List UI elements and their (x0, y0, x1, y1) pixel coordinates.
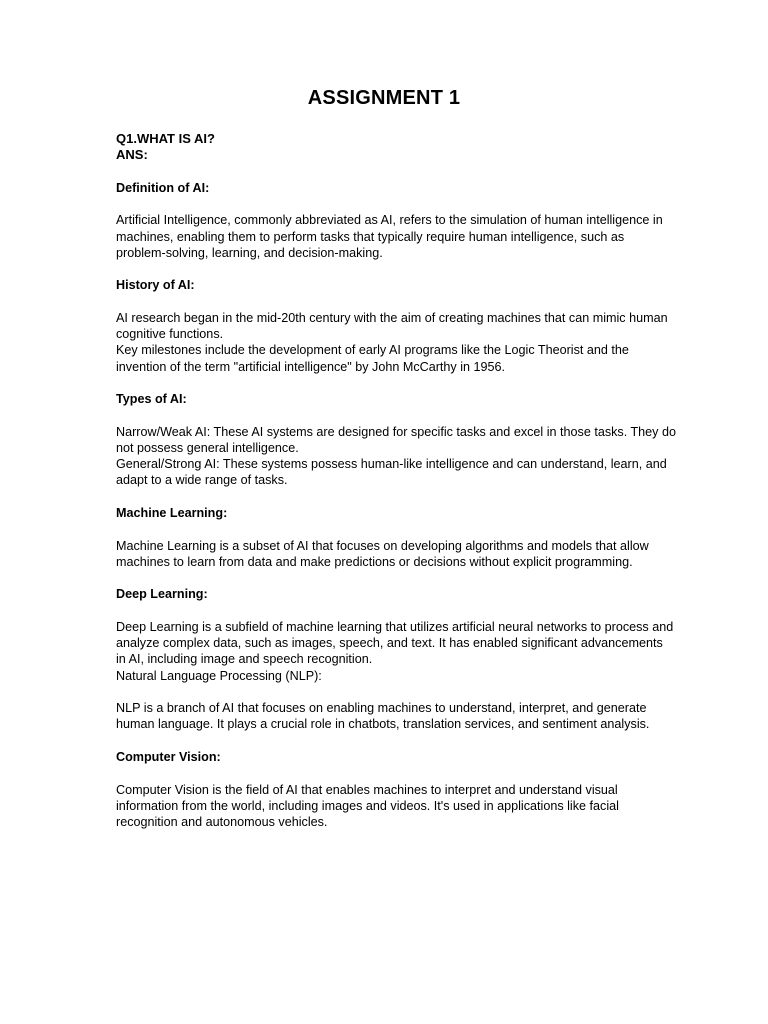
types-heading: Types of AI: (116, 392, 187, 407)
computer-vision-paragraph: Computer Vision is the field of AI that enables machines to interpret and understand visual information from the world, including images and videos. It's used in applications like facial recognition and autonomous vehicles. (116, 782, 619, 829)
nlp-paragraph: NLP is a branch of AI that focuses on enabling machines to understand, interpret, and generate human language. It plays a crucial role in chatbots, translation services, and sentiment analysis. (116, 701, 650, 732)
machine-learning-heading: Machine Learning: (116, 505, 228, 520)
machine-learning-paragraph: Machine Learning is a subset of AI that focuses on developing algorithms and models that allow machines to learn from data and make predictions or decisions without explicit programming. (116, 538, 649, 569)
nlp-heading: Natural Language Processing (NLP): (116, 668, 322, 683)
deep-learning-paragraph: Deep Learning is a subfield of machine learning that utilizes artificial neural networks to process and analyze complex data, such as images, speech, and text. It has enabled significant advancements in AI, including image and speech recognition. (116, 619, 674, 667)
history-paragraph-1: AI research began in the mid-20th century with the aim of creating machines that can mimic human cognitive functions. (116, 310, 668, 342)
types-paragraph-narrow: Narrow/Weak AI: These AI systems are designed for specific tasks and excel in those tasks. They do not possess general intelligence. (116, 424, 676, 455)
document-title: ASSIGNMENT 1 (307, 87, 461, 109)
document-body (116, 131, 676, 830)
types-paragraph-general: General/Strong AI: These systems possess human-like intelligence and can understand, learn, and adapt to a wide range of tasks. (116, 457, 667, 488)
deep-learning-heading: Deep Learning: (116, 587, 208, 602)
computer-vision-heading: Computer Vision: (116, 749, 221, 764)
answer-label: ANS: (116, 147, 148, 163)
question-heading: Q1.WHAT IS AI? (116, 131, 215, 146)
definition-paragraph: Artificial Intelligence, commonly abbreviated as AI, refers to the simulation of human intelligence in machines, enabling them to perform tasks that typically require human intelligence, such as problem-solving, learning, and decision-making. (116, 213, 663, 260)
history-paragraph-2: Key milestones include the development of early AI programs like the Logic Theorist and the invention of the term "artificial intelligence" by John McCarthy in 1956. (116, 343, 629, 374)
definition-heading: Definition of AI: (116, 180, 210, 195)
history-heading: History of AI: (116, 278, 195, 293)
